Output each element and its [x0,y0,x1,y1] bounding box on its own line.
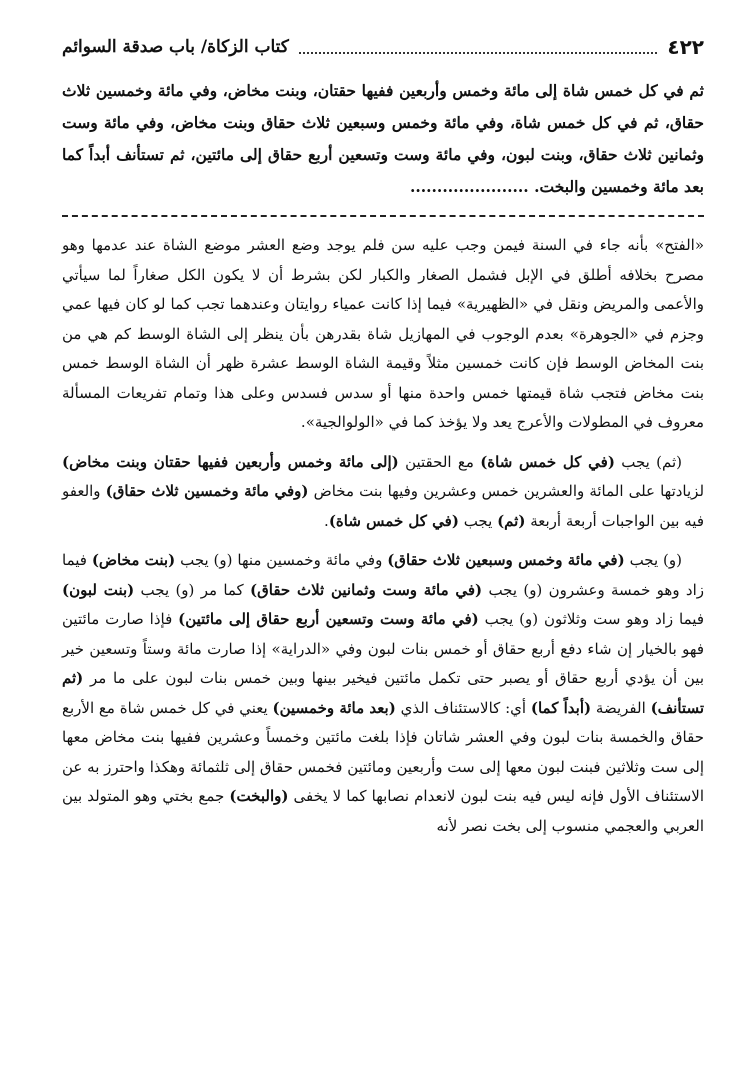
quoted-matn: (في مائة وست وثمانين ثلاث حقاق) [250,580,483,599]
commentary-text: أي: كالاستئناف الذي [395,698,531,717]
commentary-text: (ثم) يجب [614,452,683,471]
quoted-matn: (ثم تستأنف) [62,669,705,717]
commentary-text: يعني في كل خمس شاة مع الأربع حقاق والخمسة بنات لبون وفي العشر شاتان فإذا بلغت مائتين وخمساً وعشرين ففيها بنت مخاض معها إلى ست وثلاثين فبنت لبون معها إلى ست وأربعين ومائتين فخمس حقاق إلى ثلثمائة وهكذا واحترز به عن الاستئناف الأول فإنه ليس فيه بنت لبون لانعدام نصابها كما لا يخفى [62,698,705,805]
commentary-text: وفي مائة وخمسين منها (و) يجب [175,551,388,569]
commentary-text: . [324,511,329,530]
quoted-matn: (في مائة وست وتسعين أربع حقاق إلى مائتين) [178,610,479,628]
matn-trailing-dots: ...................... [409,177,529,196]
matn-text: ثم في كل خمس شاة إلى مائة وخمس وأربعين ففيها حقتان، وبنت مخاض، وفي مائة وخمسين ثلاث حقاق، ثم في كل خمس شاة، وفي مائة وخمس وسبعين ثلاث حقاق وبنت مخاض، وفي مائة وست وثمانين ثلاث حقاق، وبنت لبون، وفي مائة وست وتسعين أربع حقاق إلى مائتين، ثم تستأنف أبداً كما بعد مائة وخمسين والبخت. [62,81,704,196]
commentary-text: لزيادتها على المائة والعشرين خمس وعشرين وفيها بنت مخاض [308,482,705,500]
commentary-text: فيما زاد وهو ست وثلاثون (و) يجب [478,610,704,628]
commentary-text: جمع بختي وهو المتولد بين العربي والعجمي منسوب إلى بخت نصر لأنه [62,787,704,835]
quoted-matn: (ثم) [497,511,526,530]
commentary-text: الفريضة [591,698,651,717]
commentary-paragraph-1 [62,231,704,438]
quoted-matn: (في مائة وخمس وسبعين ثلاث حقاق) [387,551,625,569]
quoted-matn: (وفي مائة وخمسين ثلاث حقاق) [105,482,309,500]
commentary-block [62,231,704,841]
book-page [62,30,704,851]
quoted-matn: (في كل خمس شاة) [480,452,615,471]
quoted-matn: (بنت لبون) [62,580,135,599]
quoted-matn: (بنت مخاض) [91,551,176,569]
commentary-paragraph-2 [62,448,704,537]
matn-text-block [62,75,704,203]
commentary-text: فيما زاد وهو خمسة وعشرون (و) يجب [62,551,704,599]
quoted-matn: (إلى مائة وخمس وأربعين ففيها حقتان وبنت مخاض) [62,452,399,471]
header-dot-leader [299,40,657,54]
commentary-text: والعفو فيه بين الواجبات أربعة أربعة [62,482,704,530]
commentary-text: مع الحقتين [398,452,481,471]
commentary-text: فإذا صارت مائتين فهو بالخيار إن شاء دفع أربع حقاق أو خمس بنات لبون وفي «الدراية» إذا صارت مائة وستاً وتسعين خير بين أن يؤدي أربع حقاق أو يصبر حتى تكمل مائتين فيخير بينها وبين خمس بنات لبون على ما مر [62,610,704,687]
commentary-text: يجب [458,511,498,530]
quoted-matn: (بعد مائة وخمسين) [272,698,396,717]
page-header [62,30,704,65]
running-title: كتاب الزكاة/ باب صدقة السوائم [62,37,289,57]
commentary-text: كما مر (و) يجب [134,580,251,599]
commentary-text: «الفتح» بأنه جاء في السنة فيمن وجب عليه سن فلم يوجد وضع العشر موضع الشاة عند عدمها وهو مصرح بخلافه أطلق في الإبل فشمل الصغار والكبار لكن بشرط أن لا يكون الكل صغاراً لما سيأتي والأعمى والمريض ونقل في «الظهيرية» فيما إذا كانت عمياء روايتان وعندهما تجب كما لو كان فيها عمي وجزم في «الجوهرة» بعدم الوجوب في المهازيل شاة بقدرهن بأن ينظر إلى الشاة الوسط كم هي من بنت المخاض الوسط فإن كانت خمسين مثلاً وقيمة الشاة الوسط عشرة ظهر أن الشاة الوسط خمس بنت مخاض فتجب شاة قيمتها خمس واحدة منها أو سدس فسدس وعلى هذا وتمام تفريعات المسألة معروف في المطولات والأعرج يعد ولا يؤخذ كما في «الولوالجية». [62,236,704,431]
quoted-matn: (أبداً كما) [530,698,592,717]
quoted-matn: (في كل خمس شاة) [328,511,459,530]
commentary-paragraph-3 [62,546,704,841]
page-number: ٤٢٢ [667,35,704,59]
commentary-text: (و) يجب [624,551,682,569]
quoted-matn: (والبخت) [229,787,289,805]
dashed-separator [62,209,704,217]
